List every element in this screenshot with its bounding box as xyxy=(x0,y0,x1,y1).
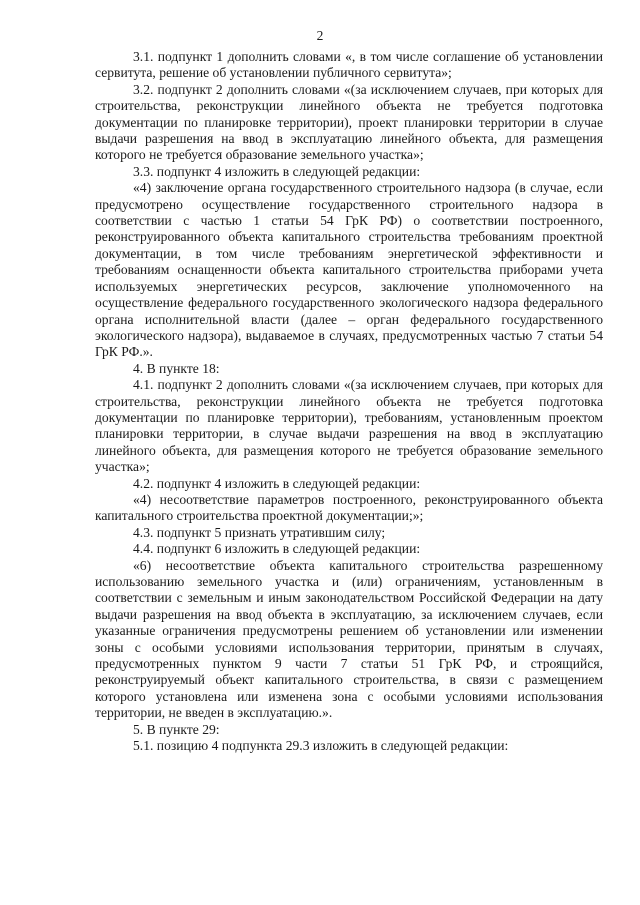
paragraph-4-1: 4.1. подпункт 2 дополнить словами «(за исключением случаев, при которых для строительства, реконструкции линейного объекта не требуется подготовка документации по планировке территории), требованиям, установленным проектом планировки территории, в случае выдачи разрешения на ввод в эксплуатацию линейного объекта, для размещения которого не требуется образование земельного участка»; xyxy=(95,377,603,475)
page-number: 2 xyxy=(316,28,324,43)
paragraph-3-3: 3.3. подпункт 4 изложить в следующей редакции: xyxy=(133,163,421,179)
paragraph-4-4: 4.4. подпункт 6 изложить в следующей редакции: xyxy=(133,541,421,557)
paragraph-4-4-text: «6) несоответствие объекта капитального строительства разрешенному использованию земельного участка и (или) ограничениям, установленным в соответствии с земельным и иным законодательством Российской Федерации на дату выдачи разрешения на ввод объекта в эксплуатацию, за исключением случаев, если указанные ограничения предусмотрены решением об установлении или изменении зоны с особыми условиями использования территории, принятым в случаях, предусмотренных пунктом 9 части 7 статьи 51 ГрК РФ, и строящийся, реконструируемый объект капитального строительства, в связи с размещением которого установлена или изменена зона с особыми условиями использования территории, не введен в эксплуатацию.». xyxy=(95,557,603,721)
paragraph-3-3-text: «4) заключение органа государственного строительного надзора (в случае, если предусмотрено осуществление государственного строительного надзора в соответствии с частью 1 статьи 54 ГрК РФ) о соответствии построенного, реконструированного объекта капитального строительства требованиям проектной документации, в том числе требованиям энергетической эффективности и требованиям оснащенности объекта капитального строительства приборами учета используемых энергетических ресурсов, заключение уполномоченного на осуществление федерального государственного экологического надзора федерального органа исполнительной власти (далее – орган федерального государственного экологического надзора), выдаваемое в случаях, предусмотренных частью 7 статьи 54 ГрК РФ.». xyxy=(95,180,603,360)
paragraph-3-1: 3.1. подпункт 1 дополнить словами «, в том числе соглашение об установлении сервитута, решение об установлении публичного сервитута»; xyxy=(95,49,603,81)
paragraph-4-3: 4.3. подпункт 5 признать утратившим силу; xyxy=(133,524,386,540)
paragraph-4-2: 4.2. подпункт 4 изложить в следующей редакции: xyxy=(133,475,421,491)
paragraph-4-heading: 4. В пункте 18: xyxy=(133,360,220,376)
paragraph-5-heading: 5. В пункте 29: xyxy=(133,721,220,737)
paragraph-5-1: 5.1. позицию 4 подпункта 29.3 изложить в следующей редакции: xyxy=(133,738,509,754)
paragraph-4-2-text: «4) несоответствие параметров построенного, реконструированного объекта капитального строительства проектной документации;»; xyxy=(95,491,603,524)
paragraph-3-2: 3.2. подпункт 2 дополнить словами «(за исключением случаев, при которых для строительства, реконструкции линейного объекта не требуется подготовка документации по планировке территории), проект планировки территории в случае выдачи разрешения на ввод в эксплуатацию линейного объекта, для размещения которого не требуется образование земельного участка»; xyxy=(95,81,603,163)
document-body xyxy=(95,49,603,754)
